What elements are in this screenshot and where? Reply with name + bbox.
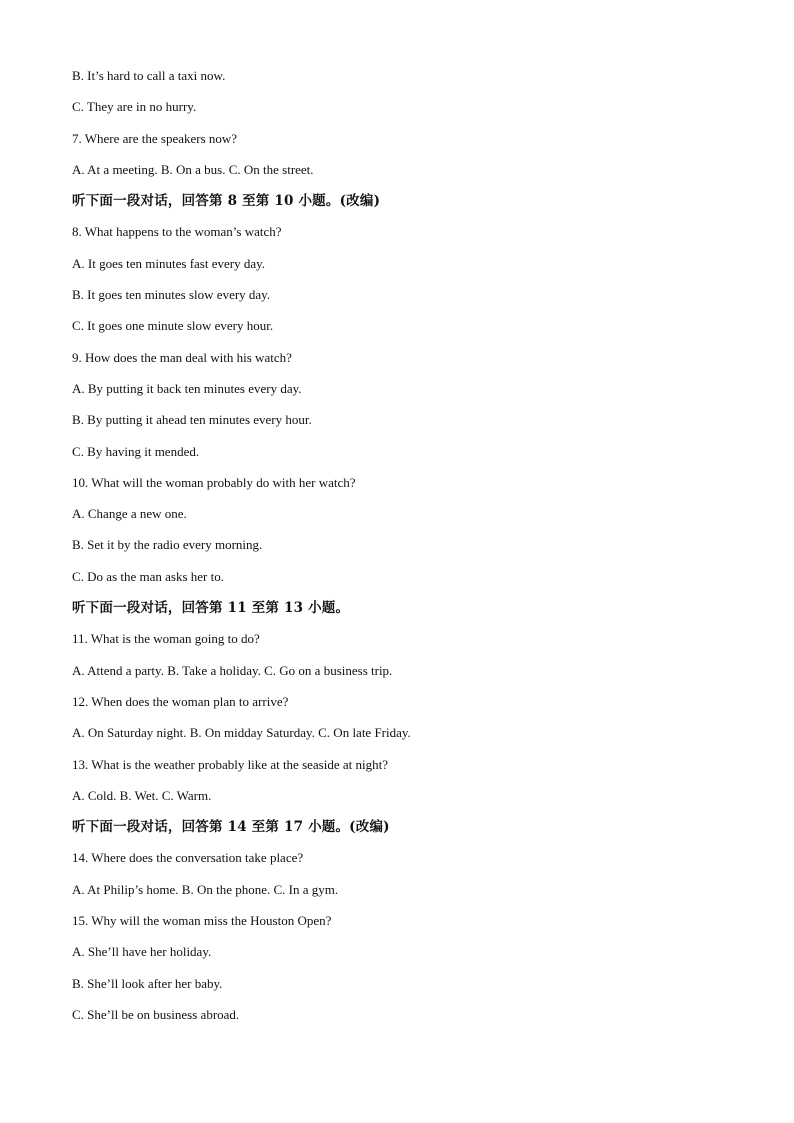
option-line: A. On Saturday night. B. On midday Saturday. C. On late Friday. bbox=[72, 725, 411, 741]
option-line: C. Do as the man asks her to. bbox=[72, 568, 225, 584]
option-line: B. It’s hard to call a taxi now. bbox=[72, 68, 226, 83]
option-line: B. It goes ten minutes slow every day. bbox=[72, 287, 271, 303]
document-page bbox=[72, 64, 752, 1034]
question-line: 13. What is the weather probably like at the seaside at night? bbox=[72, 756, 388, 772]
option-line: C. By having it mended. bbox=[72, 443, 200, 459]
question-line: 9. How does the man deal with his watch? bbox=[72, 349, 292, 365]
question-line: 7. Where are the speakers now? bbox=[72, 130, 238, 146]
option-line: A. She’ll have her holiday. bbox=[72, 944, 212, 960]
option-line: B. Set it by the radio every morning. bbox=[72, 537, 263, 553]
option-line: B. She’ll look after her baby. bbox=[72, 975, 223, 991]
question-line: 10. What will the woman probably do with her watch? bbox=[72, 474, 356, 490]
option-line: C. They are in no hurry. bbox=[72, 99, 197, 115]
option-line: C. It goes one minute slow every hour. bbox=[72, 318, 274, 334]
section-heading: 听下面一段对话，回答第 11 至第 13 小题。 bbox=[72, 600, 350, 617]
option-line: A. It goes ten minutes fast every day. bbox=[72, 255, 266, 271]
question-line: 14. Where does the conversation take place? bbox=[72, 850, 304, 866]
question-line: 15. Why will the woman miss the Houston Open? bbox=[72, 913, 332, 929]
option-line: A. At Philip’s home. B. On the phone. C. In a gym. bbox=[72, 881, 339, 897]
option-line: A. Cold. B. Wet. C. Warm. bbox=[72, 787, 212, 803]
option-line: A. At a meeting. B. On a bus. C. On the street. bbox=[72, 161, 314, 177]
question-line: 12. When does the woman plan to arrive? bbox=[72, 693, 289, 709]
question-line: 11. What is the woman going to do? bbox=[72, 631, 260, 647]
option-line: C. She’ll be on business abroad. bbox=[72, 1006, 240, 1022]
section-heading: 听下面一段对话，回答第 8 至第 10 小题。(改编) bbox=[72, 193, 381, 210]
option-line: A. By putting it back ten minutes every day. bbox=[72, 380, 302, 396]
question-line: 8. What happens to the woman’s watch? bbox=[72, 224, 282, 240]
option-line: A. Attend a party. B. Take a holiday. C. Go on a business trip. bbox=[72, 662, 393, 678]
option-line: A. Change a new one. bbox=[72, 506, 187, 522]
section-heading: 听下面一段对话，回答第 14 至第 17 小题。(改编) bbox=[72, 819, 390, 836]
option-line: B. By putting it ahead ten minutes every hour. bbox=[72, 412, 312, 428]
